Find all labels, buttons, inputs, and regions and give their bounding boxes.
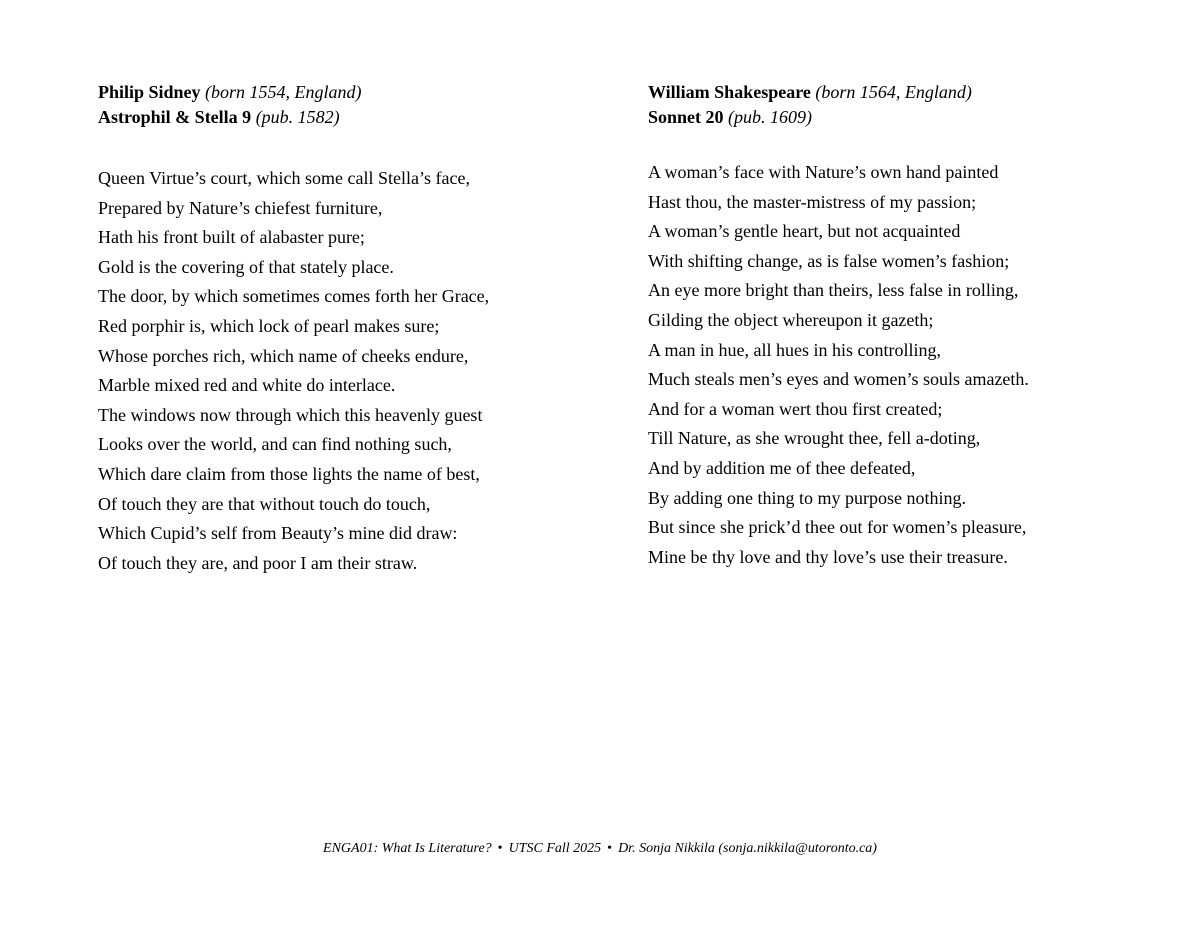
- poem-line: The windows now through which this heavenly guest: [98, 404, 483, 425]
- poem-line: And by addition me of thee defeated,: [648, 457, 916, 478]
- poem-line: Hath his front built of alabaster pure;: [98, 227, 365, 248]
- poem-title: Astrophil & Stella 9: [98, 107, 252, 127]
- poet-name: Philip Sidney: [98, 82, 201, 102]
- poem-line: The door, by which sometimes comes forth her Grace,: [98, 286, 490, 307]
- sidney-column: [98, 80, 598, 578]
- poem-line: Till Nature, as she wrought thee, fell a-doting,: [648, 428, 981, 449]
- poem-line: Marble mixed red and white do interlace.: [98, 375, 396, 396]
- poem-line: Looks over the world, and can find nothing such,: [98, 434, 452, 455]
- poem-line: By adding one thing to my purpose nothing.: [648, 487, 966, 508]
- poet-dates: (born 1554, England): [205, 82, 362, 102]
- poem-title: Sonnet 20: [648, 107, 724, 127]
- poem-line: Red porphir is, which lock of pearl makes sure;: [98, 315, 440, 336]
- publication-date: (pub. 1582): [255, 107, 340, 127]
- poet-name: William Shakespeare: [648, 82, 811, 102]
- poem-line: Of touch they are, and poor I am their straw.: [98, 552, 418, 573]
- poem-line: Prepared by Nature’s chiefest furniture,: [98, 197, 383, 218]
- poem-text: [98, 164, 598, 578]
- poem-line: With shifting change, as is false women’s fashion;: [648, 250, 1010, 271]
- poem-line: Queen Virtue’s court, which some call Stella’s face,: [98, 168, 470, 188]
- footer-separator: •: [497, 841, 503, 856]
- poem-line: Hast thou, the master-mistress of my passion;: [648, 191, 977, 212]
- page-footer: [0, 841, 1200, 857]
- poet-line: [648, 80, 1168, 105]
- poem-line: Which Cupid’s self from Beauty’s mine did draw:: [98, 523, 458, 544]
- course-term: UTSC Fall 2025: [508, 841, 602, 856]
- poem-line: Gold is the covering of that stately place.: [98, 256, 394, 277]
- poem-title-line: [648, 105, 1168, 130]
- poem-line: A woman’s gentle heart, but not acquainted: [648, 221, 961, 242]
- poet-line: [98, 80, 598, 105]
- poem-line: Of touch they are that without touch do touch,: [98, 493, 431, 514]
- poem-line: An eye more bright than theirs, less false in rolling,: [648, 280, 1019, 301]
- poem-line: Much steals men’s eyes and women’s souls amazeth.: [648, 369, 1029, 390]
- shakespeare-column: [648, 80, 1168, 572]
- poem-line: And for a woman wert thou first created;: [648, 398, 943, 419]
- publication-date: (pub. 1609): [728, 107, 813, 127]
- poem-line: But since she prick’d thee out for women’s pleasure,: [648, 517, 1027, 538]
- instructor-contact: Dr. Sonja Nikkila (sonja.nikkila@utoronto.ca): [618, 841, 877, 856]
- poem-line: Gilding the object whereupon it gazeth;: [648, 309, 934, 330]
- poem-line: Whose porches rich, which name of cheeks endure,: [98, 345, 469, 366]
- poem-line: Mine be thy love and thy love’s use their treasure.: [648, 546, 1008, 567]
- footer-separator: •: [607, 841, 613, 856]
- poem-line: Which dare claim from those lights the name of best,: [98, 463, 480, 484]
- poem-line: A woman’s face with Nature’s own hand painted: [648, 162, 999, 182]
- poet-dates: (born 1564, England): [815, 82, 972, 102]
- poem-title-line: [98, 105, 598, 130]
- course-name: ENGA01: What Is Literature?: [323, 841, 492, 856]
- poem-line: A man in hue, all hues in his controlling,: [648, 339, 941, 360]
- poem-text: [648, 158, 1168, 572]
